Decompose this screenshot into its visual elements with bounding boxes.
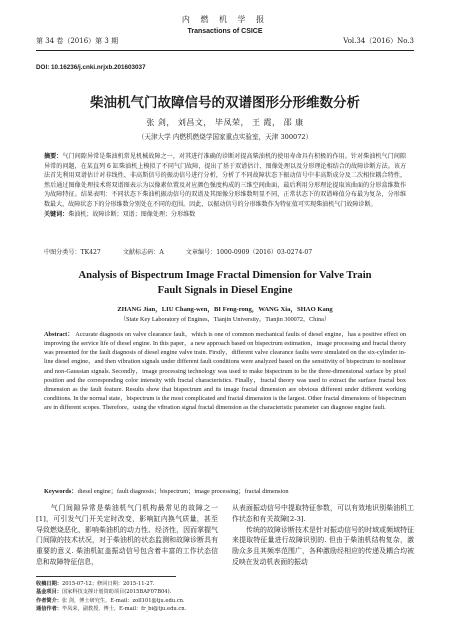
classification-row bbox=[44, 247, 406, 256]
footnotes bbox=[36, 580, 186, 614]
fn-author: 张 剑，博士研究生，E-mail：zoll101@tju.edu.cn. bbox=[61, 597, 185, 604]
fn-received-label: 收稿日期： bbox=[36, 581, 62, 587]
doi: DOI: 10.16236/j.cnki.nrjxb.201603037 bbox=[36, 64, 146, 71]
fn-author-label: 作者简介： bbox=[36, 597, 62, 604]
keywords-cn-label: 关键词： bbox=[44, 210, 69, 218]
keywords-cn-text: 柴油机；故障诊断；双谱；图像处理；分形维数 bbox=[68, 210, 196, 218]
article-id: 文章编号：1000-0909（2016）03-0274-07 bbox=[185, 249, 313, 256]
abstract-cn-text: 气门间隙异常是柴油机常见机械故障之一，对其进行准确的诊断对提高柴油机的使用寿命具有积极的作用。针对柴油机气门间隙异常的问题，在某直列 6 缸柴油机上模拟了不同气门故障，提出了基于双谱估计、图像处理以及分形理论相结合的故障诊断方法。该方法首先利用双谱估计对非线性、非高斯信号的振动信号进行分析，分析了不同故障状态下振动信号中非高斯成分及二次相位耦合特性，然后通过图像处理技术将双谱图表示为以像素位置及对应颜色强度构成的三维空间曲面，最后利用分形理论提取该曲面的分形盒维数作为故障特征。结果表明：不同状态下柴油机振动信号的双谱及其图像分形维数明显不同，正常状态下的双谱峰值分布最为复杂，分形维数最大，故障状态下的分形维数分别处在不同的范围。因此，以振动信号的分形维数作为特征值可实现柴油机气门故障诊断。 bbox=[44, 153, 407, 208]
abstract-chinese bbox=[44, 152, 406, 219]
journal-name-en: Transactions of CSICE bbox=[187, 28, 263, 35]
affiliation-english: （State Key Laboratory of Engines，Tianjin University，Tianjin 300072，China） bbox=[119, 316, 331, 323]
title-en-line-1: Analysis of Bispectrum Image Fractal Dimension for Valve Train bbox=[78, 270, 372, 281]
journal-name-cn: 内 燃 机 学 报 bbox=[181, 15, 269, 24]
fn-received: 2015-07-12；修回日期：2015-11-27. bbox=[61, 581, 155, 587]
affiliation-chinese: （天津大学 内燃机燃烧学国家重点实验室，天津 300072） bbox=[137, 133, 313, 141]
abstract-cn-label: 摘要： bbox=[44, 153, 63, 160]
running-header bbox=[36, 8, 414, 52]
issue-label-left: 第 34 卷（2016）第 3 期 bbox=[36, 37, 119, 45]
authors-chinese: 张 剑， 刘昌文， 毕凤荣， 王 霞， 邵 康 bbox=[146, 118, 304, 127]
title-en-line-2: Fault Signals in Diesel Engine bbox=[157, 285, 293, 296]
abstract-english bbox=[44, 330, 406, 412]
fn-fund: 国家科技支撑计划资助项目(2015BAF07B04). bbox=[61, 589, 172, 596]
journal-name bbox=[36, 14, 414, 35]
title-english bbox=[36, 268, 414, 298]
abstract-en-text: Accurate diagnosis on valve clearance fault，which is one of common mechanical faults of diesel engine，has a positive effect on improving the service life of diesel engine. In this paper，a new approach based on bispectrum estimation，image processing and fractal theory was presented for the fault diagnosis of diesel engine valve train. Firstly，different valve clearance faults were simulated on the six-cylinder in-line diesel engine，and then vibration signals under different fault conditions were analyzed based on the sensitivity of bispectrum to nonlinear and non-Gaussian signals. Secondly，image processing technology was used to make bispectrum to be the three-dimensional surface by pixel position and the corresponding color intensity with fractal characteristics. Finally，fractal theory was used to extract the surface fractal box dimension as the fault feature. Results show that bispectrum and its image fractal dimension are obvious different under different working conditions. In the normal state，bispectrum is the most complicated and fractal dimension is the largest. Other fractal dimensions of bispectrum are in different scopes. Therefore，using the vibration signal fractal dimension as the characteristic parameter can diagnose engine fault. bbox=[44, 331, 407, 412]
body-column-right bbox=[232, 503, 414, 568]
abstract-en-label: Abstract： bbox=[44, 331, 74, 338]
header-rule bbox=[36, 50, 414, 51]
body-left-text: 气门间隙异常是柴油机气门机构最常见的故障之一[1]，可引发气门开关定时改变，影响缸内换气质量，甚至导致燃烧恶化，影响柴油机的动力性、经济性，因而掌握气门间隙的技术状况，对于柴油机的状态监测和故障诊断具有重要的意义. 柴油机缸盖振动信号包含着丰富的工作状态信息和故障特征信息， bbox=[36, 504, 218, 566]
fn-fund-label: 基金项目： bbox=[36, 589, 62, 596]
fn-corr-label: 通信作者： bbox=[36, 606, 62, 613]
issue-label-right: Vol.34（2016）No.3 bbox=[343, 37, 414, 45]
keywords-en-text: diesel engine；fault diagnosis；bispectrum；image processing；fractal dimension bbox=[77, 488, 289, 495]
title-chinese: 柴油机气门故障信号的双谱图形分形维数分析 bbox=[90, 95, 360, 111]
fn-corr: 毕凤荣，副教授，博士，E-mail：fr_bi@tju.edu.cn. bbox=[61, 606, 187, 613]
keywords-english bbox=[44, 486, 406, 495]
footnote-rule bbox=[36, 576, 176, 577]
document-code: 文献标志码：A bbox=[122, 249, 164, 256]
keywords-en-label: Keywords： bbox=[44, 488, 78, 495]
body-right-text: 从表面振动信号中提取特征参数，可以有效地识别柴油机工作状态和有关故障[2-3]. 传统的故障诊断技术是针对振动信号的时域或频域特征来提取特征量进行故障识别的. 但由于柴油机结构复杂，激励众多且其频率范围广，各种激励经相应的传递及耦合均被反映在发动机表面的振动 bbox=[232, 504, 414, 566]
authors-english: ZHANG Jian，LIU Chang-wen，BI Feng-rong，WANG Xia，SHAO Kang bbox=[117, 306, 333, 313]
body-column-left bbox=[36, 503, 218, 568]
clc-number: 中图分类号：TK427 bbox=[44, 249, 101, 256]
